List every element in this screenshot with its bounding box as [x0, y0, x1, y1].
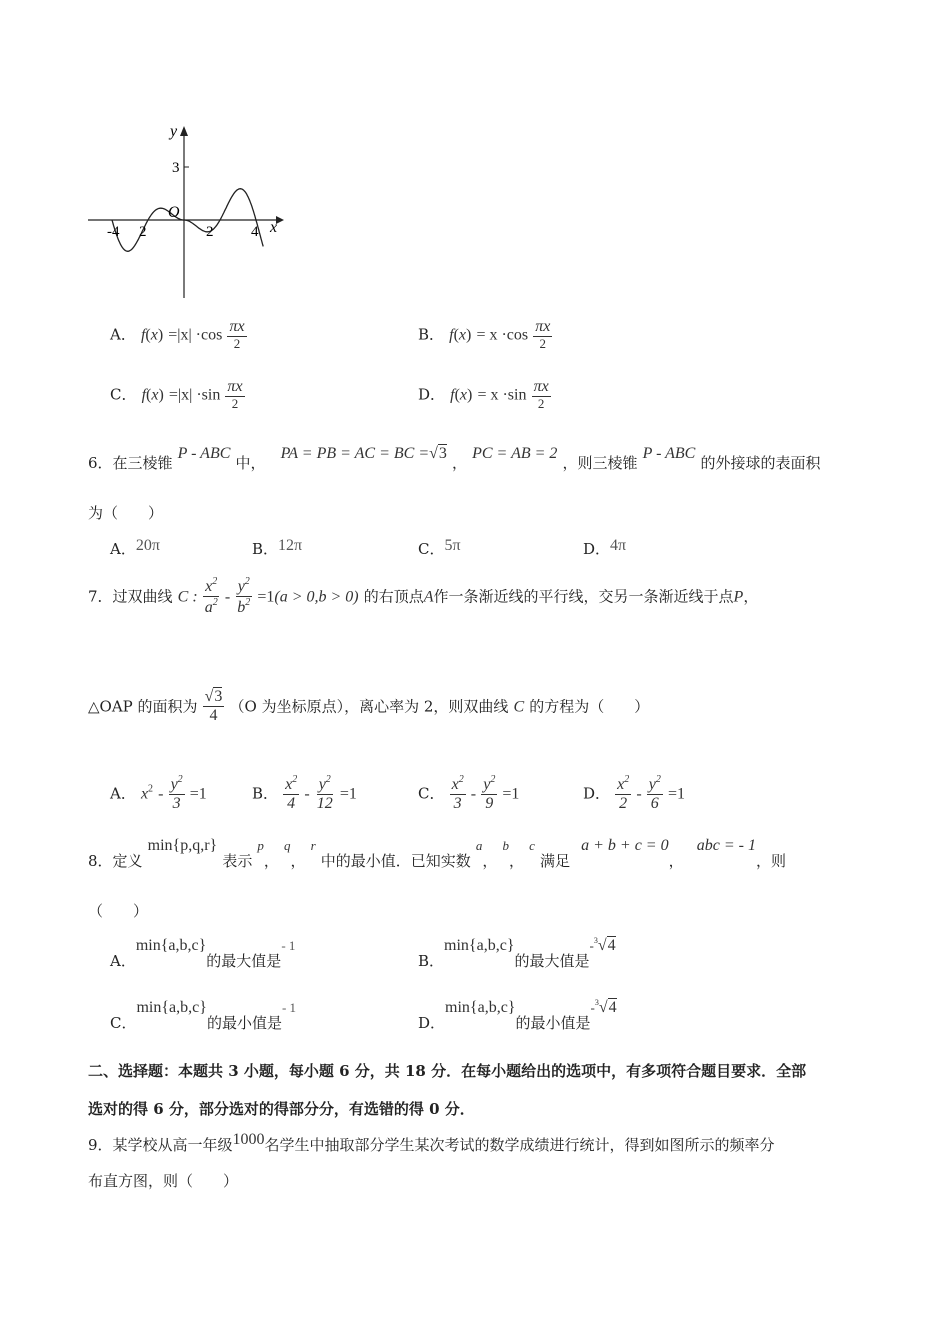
x-tick-label: 2 — [139, 224, 147, 240]
q7-option-b[interactable]: B． $\frac{x^2}{4}$ - $\frac{y^2}{12}$ =1 — [252, 774, 357, 813]
x-axis-arrow — [276, 216, 284, 224]
function-graph — [84, 120, 284, 302]
q6-option-a[interactable]: A．20π — [110, 537, 160, 558]
x-tick-label: 4 — [251, 224, 259, 240]
q9-stem: 9．某学校从高一年级1000名学生中抽取部分学生某次考试的数学成绩进行统计，得到如图所示的频率分 — [88, 1131, 775, 1154]
q8-option-d[interactable]: D．min{a,b,c}的最小值是-$^3$√4 — [418, 998, 617, 1032]
q5-option-c[interactable]: C． f(x) =|x| ·sin $\frac{\pi x}{2}$ — [110, 378, 243, 412]
y-tick-label: 3 — [172, 160, 180, 176]
q8-option-c[interactable]: C．min{a,b,c}的最小值是- 1 — [110, 999, 297, 1032]
q5-option-d[interactable]: D． f(x) = x ·sin $\frac{\pi x}{2}$ — [418, 378, 549, 412]
q6-option-b[interactable]: B．12π — [252, 537, 303, 558]
x-tick-label: -4 — [107, 224, 120, 240]
q5-option-a[interactable]: A． f(x) =|x| ·cos $\frac{\pi x}{2}$ — [110, 318, 245, 352]
q7-option-d[interactable]: D． $\frac{x^2}{2}$ - $\frac{y^2}{6}$ =1 — [583, 774, 685, 813]
q7-option-c[interactable]: C． $\frac{x^2}{3}$ - $\frac{y^2}{9}$ =1 — [418, 774, 520, 813]
q6-stem-line2: 为（ ） — [88, 504, 164, 522]
q6-stem: 6．在三棱锥 P - ABC 中， PA = PB = AC = BC =√3 ， PC = AB = 2 ，则三棱锥 P - ABC 的外接球的表面积 — [88, 445, 821, 472]
q8-stem-line2: （ ） — [88, 902, 149, 920]
q7-stem-line2: △OAP 的面积为 $\frac{√3}{4}$ （O 为坐标原点），离心率为 2，则双曲线 C 的方程为（ ） — [88, 688, 650, 725]
q8-option-a[interactable]: A．min{a,b,c}的最大值是- 1 — [110, 937, 296, 970]
x-axis-label: x — [270, 219, 278, 236]
q8-stem: 8．定义 min{p,q,r} 表示 p， q， r 中的最小值．已知实数 a， b， c 满足 a + b + c = 0， abc = - 1，则 — [88, 837, 786, 870]
section-2-heading-line2: 选对的得 6 分，部分选对的得部分分，有选错的得 0 分． — [88, 1100, 475, 1118]
q5-option-b[interactable]: B． f(x) = x ·cos $\frac{\pi x}{2}$ — [418, 318, 551, 352]
section-2-heading: 二、选择题：本题共 3 小题，每小题 6 分，共 18 分．在每小题给出的选项中，有多项符合题目要求．全部 — [88, 1062, 807, 1080]
origin-label: O — [168, 204, 180, 221]
q7-stem: 7．过双曲线 C : $\frac{x^2}{a^2}$ - $\frac{y^2}{b^2}$ =1(a > 0,b > 0) 的右顶点A作一条渐近线的平行线，交另一条渐近线于点P， — [88, 576, 759, 617]
q7-option-a[interactable]: A． $x^2$ - $\frac{y^2}{3}$ =1 — [110, 774, 207, 813]
y-axis-arrow — [180, 126, 188, 136]
q9-stem-line2: 布直方图，则（ ） — [88, 1172, 239, 1190]
q6-option-c[interactable]: C．5π — [418, 537, 461, 558]
q8-option-b[interactable]: B．min{a,b,c}的最大值是-$^3$√4 — [418, 936, 616, 970]
y-axis-label: y — [170, 123, 178, 140]
x-tick-label: 2 — [206, 224, 214, 240]
q6-option-d[interactable]: D．4π — [583, 537, 627, 558]
